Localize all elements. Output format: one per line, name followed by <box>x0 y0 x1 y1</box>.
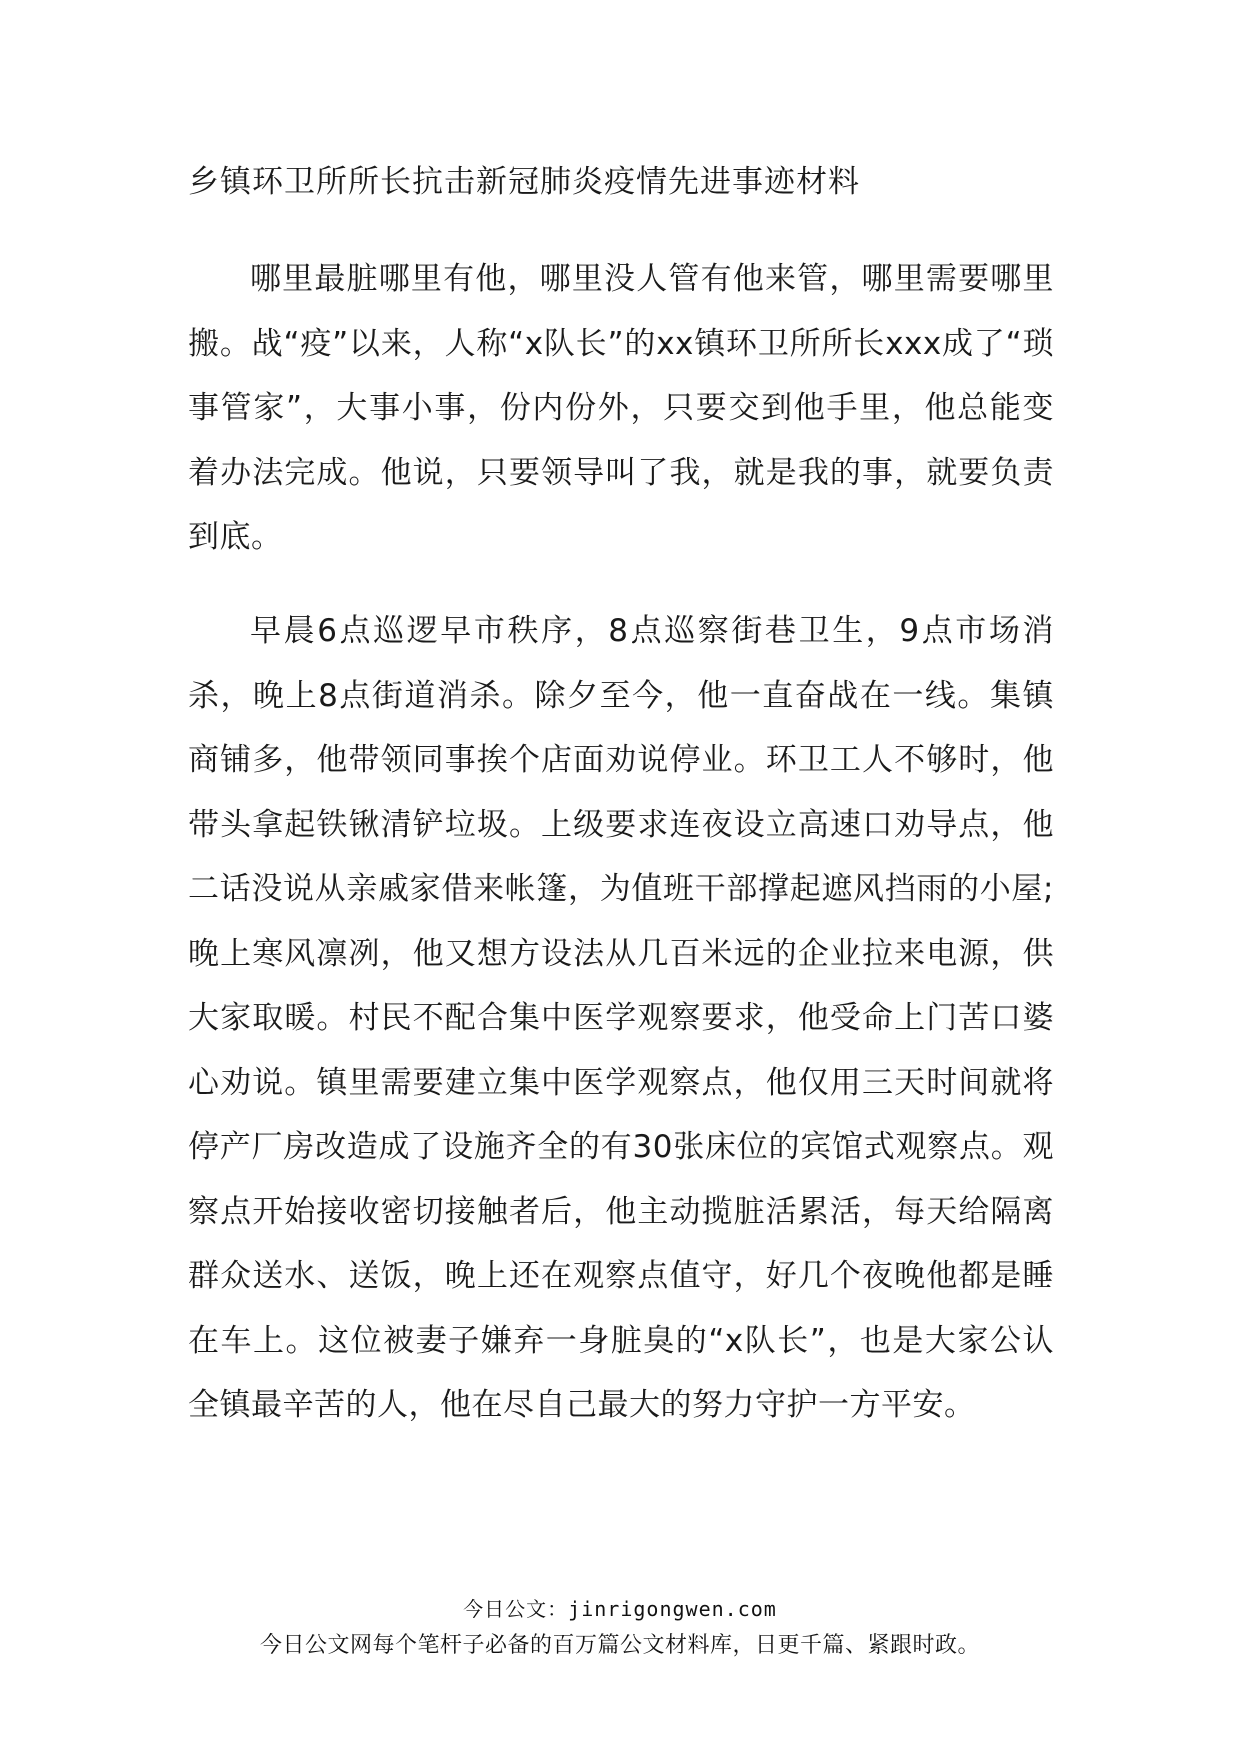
footer-site-line <box>0 1594 1240 1624</box>
footer-slogan: 今日公文网每个笔杆子必备的百万篇公文材料库，日更千篇、紧跟时政。 <box>259 1633 980 1658</box>
document-paragraph-1: 哪里最脏哪里有他，哪里没人管有他来管，哪里需要哪里搬。战“疫”以来，人称“x队长”的xx镇环卫所所长xxx成了“琐事管家”，大事小事，份内份外，只要交到他手里，他总能变着办法完成。他说，只要领导叫了我，就是我的事，就要负责到底。 <box>188 261 1054 555</box>
document-title: 乡镇环卫所所长抗击新冠肺炎疫情先进事迹材料 <box>188 164 860 200</box>
footer-site-label: 今日公文： <box>463 1597 569 1621</box>
document-paragraph-2: 早晨6点巡逻早市秩序，8点巡察街巷卫生，9点市场消杀，晚上8点街道消杀。除夕至今，他一直奋战在一线。集镇商铺多，他带领同事挨个店面劝说停业。环卫工人不够时，他带头拿起铁锹清铲垃圾。上级要求连夜设立高速口劝导点，他二话没说从亲戚家借来帐篷，为值班干部撑起遮风挡雨的小屋;晚上寒风凛冽，他又想方设法从几百米远的企业拉来电源，供大家取暖。村民不配合集中医学观察要求，他受命上门苦口婆心劝说。镇里需要建立集中医学观察点，他仅用三天时间就将停产厂房改造成了设施齐全的有30张床位的宾馆式观察点。观察点开始接收密切接触者后，他主动揽脏活累活，每天给隔离群众送水、送饭，晚上还在观察点值守，好几个夜晚他都是睡在车上。这位被妻子嫌弃一身脏臭的“x队长”，也是大家公认全镇最辛苦的人，他在尽自己最大的努力守护一方平安。 <box>188 613 1054 1423</box>
footer-site-url[interactable]: jinrigongwen.com <box>568 1597 777 1621</box>
